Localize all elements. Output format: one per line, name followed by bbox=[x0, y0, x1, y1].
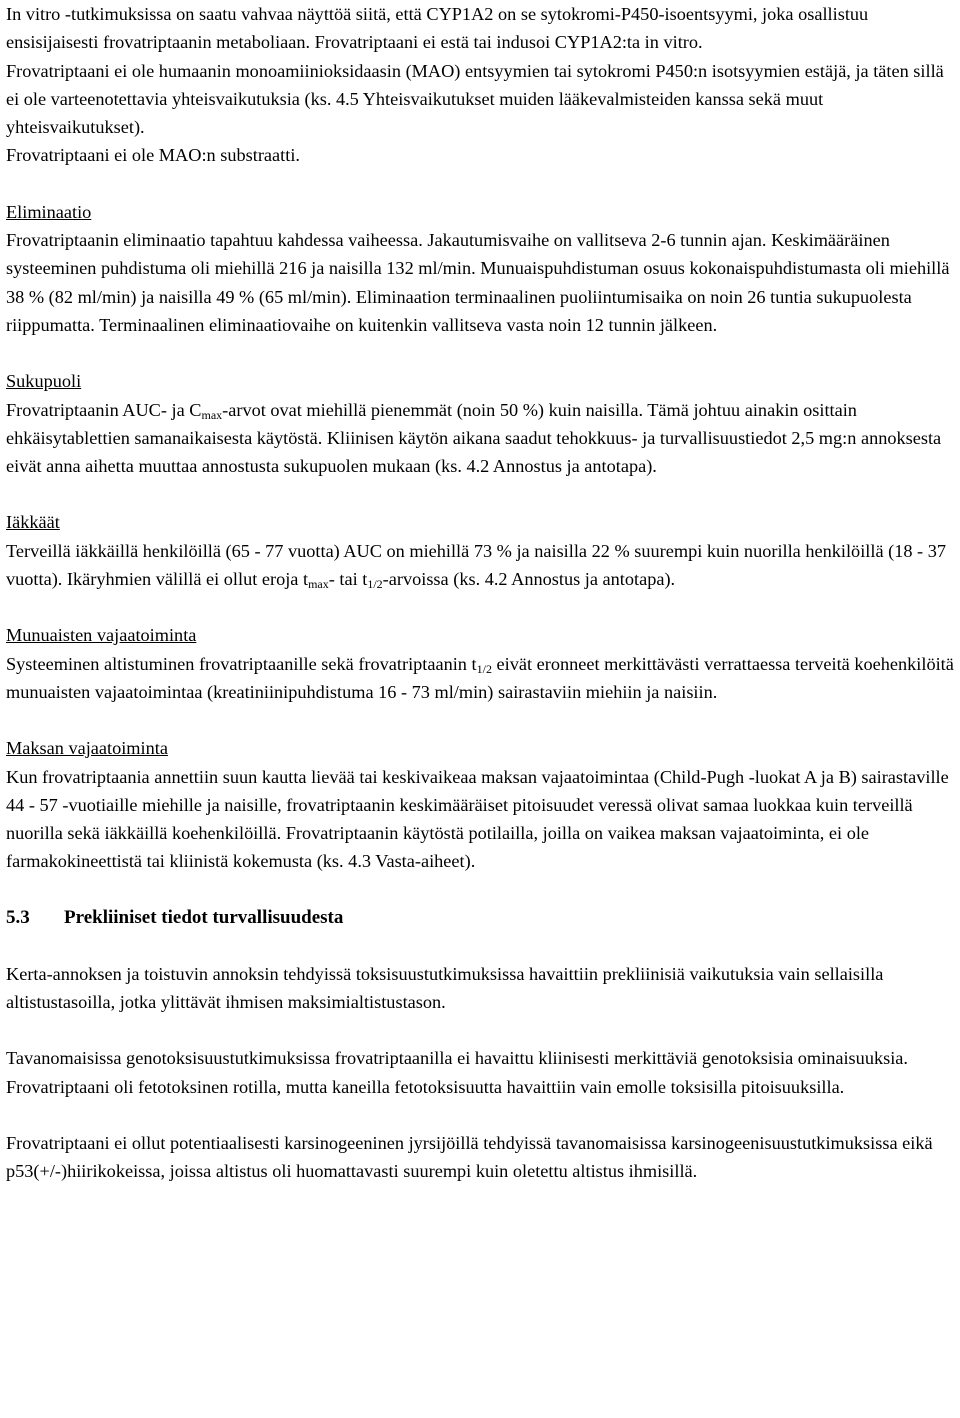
renal-paragraph bbox=[6, 650, 954, 707]
metabolism-paragraph-3: Frovatriptaani ei ole MAO:n substraatti. bbox=[6, 145, 300, 166]
elderly-subscript-half: 1/2 bbox=[367, 577, 383, 592]
metabolism-paragraph-1: In vitro -tutkimuksissa on saatu vahvaa näyttöä siitä, että CYP1A2 on se sytokromi-P450-isoentsyymi, joka osallistuu ensisijaisesti frovatriptaanin metaboliaan. Frovatriptaani ei estä tai indusoi CYP1A2:ta in vitro. bbox=[6, 4, 869, 53]
hepatic-heading: Maksan vajaatoiminta bbox=[6, 738, 168, 759]
section-number: 5.3 bbox=[6, 906, 30, 928]
sex-heading: Sukupuoli bbox=[6, 371, 82, 392]
renal-text-2: eivät eronneet merkittävästi verrattaessa terveitä koehenkilöitä munuaisten vajaatoimintaa (kreatiniinipuhdistuma 16 - 73 ml/min) sairastaviin miehiin ja naisiin. bbox=[6, 653, 954, 702]
elderly-text-3: -arvoissa (ks. 4.2 Annostus ja antotapa). bbox=[382, 569, 676, 590]
sex-text-2: -arvot ovat miehillä pienemmät (noin 50 %) kuin naisilla. Tämä johtuu ainakin osittain ehkäisytablettien samanaikaisesta käytöstä. Kliinisen käytön aikana saadut tehokkuus- ja turvallisuustiedot 2,5 mg:n annoksesta eivät anna aihetta muuttaa annostusta sukupuolen mukaan (ks. 4.2 Annostus ja antotapa). bbox=[6, 399, 942, 477]
elderly-text-1: Terveillä iäkkäillä henkilöillä (65 - 77 vuotta) AUC on miehillä 73 % ja naisilla 22 % suurempi kuin nuorilla henkilöillä (18 - 37 vuotta). Ikäryhmien välillä ei ollut eroja t bbox=[6, 540, 947, 590]
elderly-heading: Iäkkäät bbox=[6, 512, 60, 533]
elimination-paragraph: Frovatriptaanin eliminaatio tapahtuu kahdessa vaiheessa. Jakautumisvaihe on vallitseva 2-6 tunnin ajan. Keskimääräinen systeeminen puhdistuma oli miehillä 216 ja naisilla 132 ml/min. Munuaispuhdistuman osuus kokonaispuhdistumasta oli miehillä 38 % (82 ml/min) ja naisilla 49 % (65 ml/min). Eliminaation terminaalinen puoliintumisaika on noin 26 tuntia sukupuolesta riippumatta. Terminaalinen eliminaatiovaihe on kuitenkin vallitseva vasta noin 12 tunnin jälkeen. bbox=[6, 230, 950, 335]
renal-subscript-half: 1/2 bbox=[476, 661, 492, 676]
document-page bbox=[6, 0, 954, 1186]
elimination-heading: Eliminaatio bbox=[6, 201, 92, 222]
preclinical-paragraph-3: Frovatriptaani ei ollut potentiaalisesti karsinogeeninen jyrsijöillä tehdyissä tavanomaisissa karsinogeenisuustutkimuksissa eikä p53(+/-)hiirikokeissa, joissa altistus oli huomattavasti suurempi kuin oletettu altistus ihmisillä. bbox=[6, 1132, 933, 1182]
elderly-paragraph bbox=[6, 537, 954, 594]
renal-heading: Munuaisten vajaatoiminta bbox=[6, 625, 197, 646]
preclinical-paragraph-2: Tavanomaisissa genotoksisuustutkimuksissa frovatriptaanilla ei havaittu kliinisesti merkittäviä genotoksisia ominaisuuksia. Frovatriptaani oli fetotoksinen rotilla, mutta kaneilla fetotoksisuutta havaittiin vain emolle toksisilla pitoisuuksilla. bbox=[6, 1048, 908, 1097]
elderly-text-2: - tai t bbox=[328, 569, 368, 590]
renal-text-1: Systeeminen altistuminen frovatriptaanille sekä frovatriptaanin t bbox=[6, 653, 477, 674]
preclinical-paragraph-1: Kerta-annoksen ja toistuvin annoksin tehdyissä toksisuustutkimuksissa havaittiin prekliinisiä vaikutuksia vain sellaisilla altistustasoilla, jotka ylittävät ihmisen maksimialtistustason. bbox=[6, 963, 884, 1013]
elderly-subscript-max: max bbox=[308, 577, 329, 592]
hepatic-paragraph: Kun frovatriptaania annettiin suun kautta lievää tai keskivaikeaa maksan vajaatoimintaa (Child-Pugh -luokat A ja B) sairastaville 44 - 57 -vuotiaille miehille ja naisille, frovatriptaanin keskimääräiset pitoisuudet veressä olivat samaa luokkaa kuin terveillä nuorilla sekä iäkkäillä koehenkilöillä. Frovatriptaanin käytöstä potilailla, joilla on vaikea maksan vajaatoiminta, ei ole farmakokineettistä tai kliinistä kokemusta (ks. 4.3 Vasta-aiheet). bbox=[6, 766, 949, 872]
metabolism-paragraph-2: Frovatriptaani ei ole humaanin monoamiinioksidaasin (MAO) entsyymien tai sytokromi P450:n isotsyymien estäjä, ja täten sillä ei ole varteenotettavia yhteisvaikutuksia (ks. 4.5 Yhteisvaikutukset muiden lääkevalmisteiden kanssa sekä muut yhteisvaikutukset). bbox=[6, 60, 944, 138]
section-heading bbox=[6, 904, 954, 932]
sex-subscript-max: max bbox=[201, 407, 223, 422]
sex-text-1: Frovatriptaanin AUC- ja C bbox=[6, 399, 202, 420]
section-title: Prekliiniset tiedot turvallisuudesta bbox=[64, 906, 344, 928]
sex-paragraph bbox=[6, 396, 954, 481]
